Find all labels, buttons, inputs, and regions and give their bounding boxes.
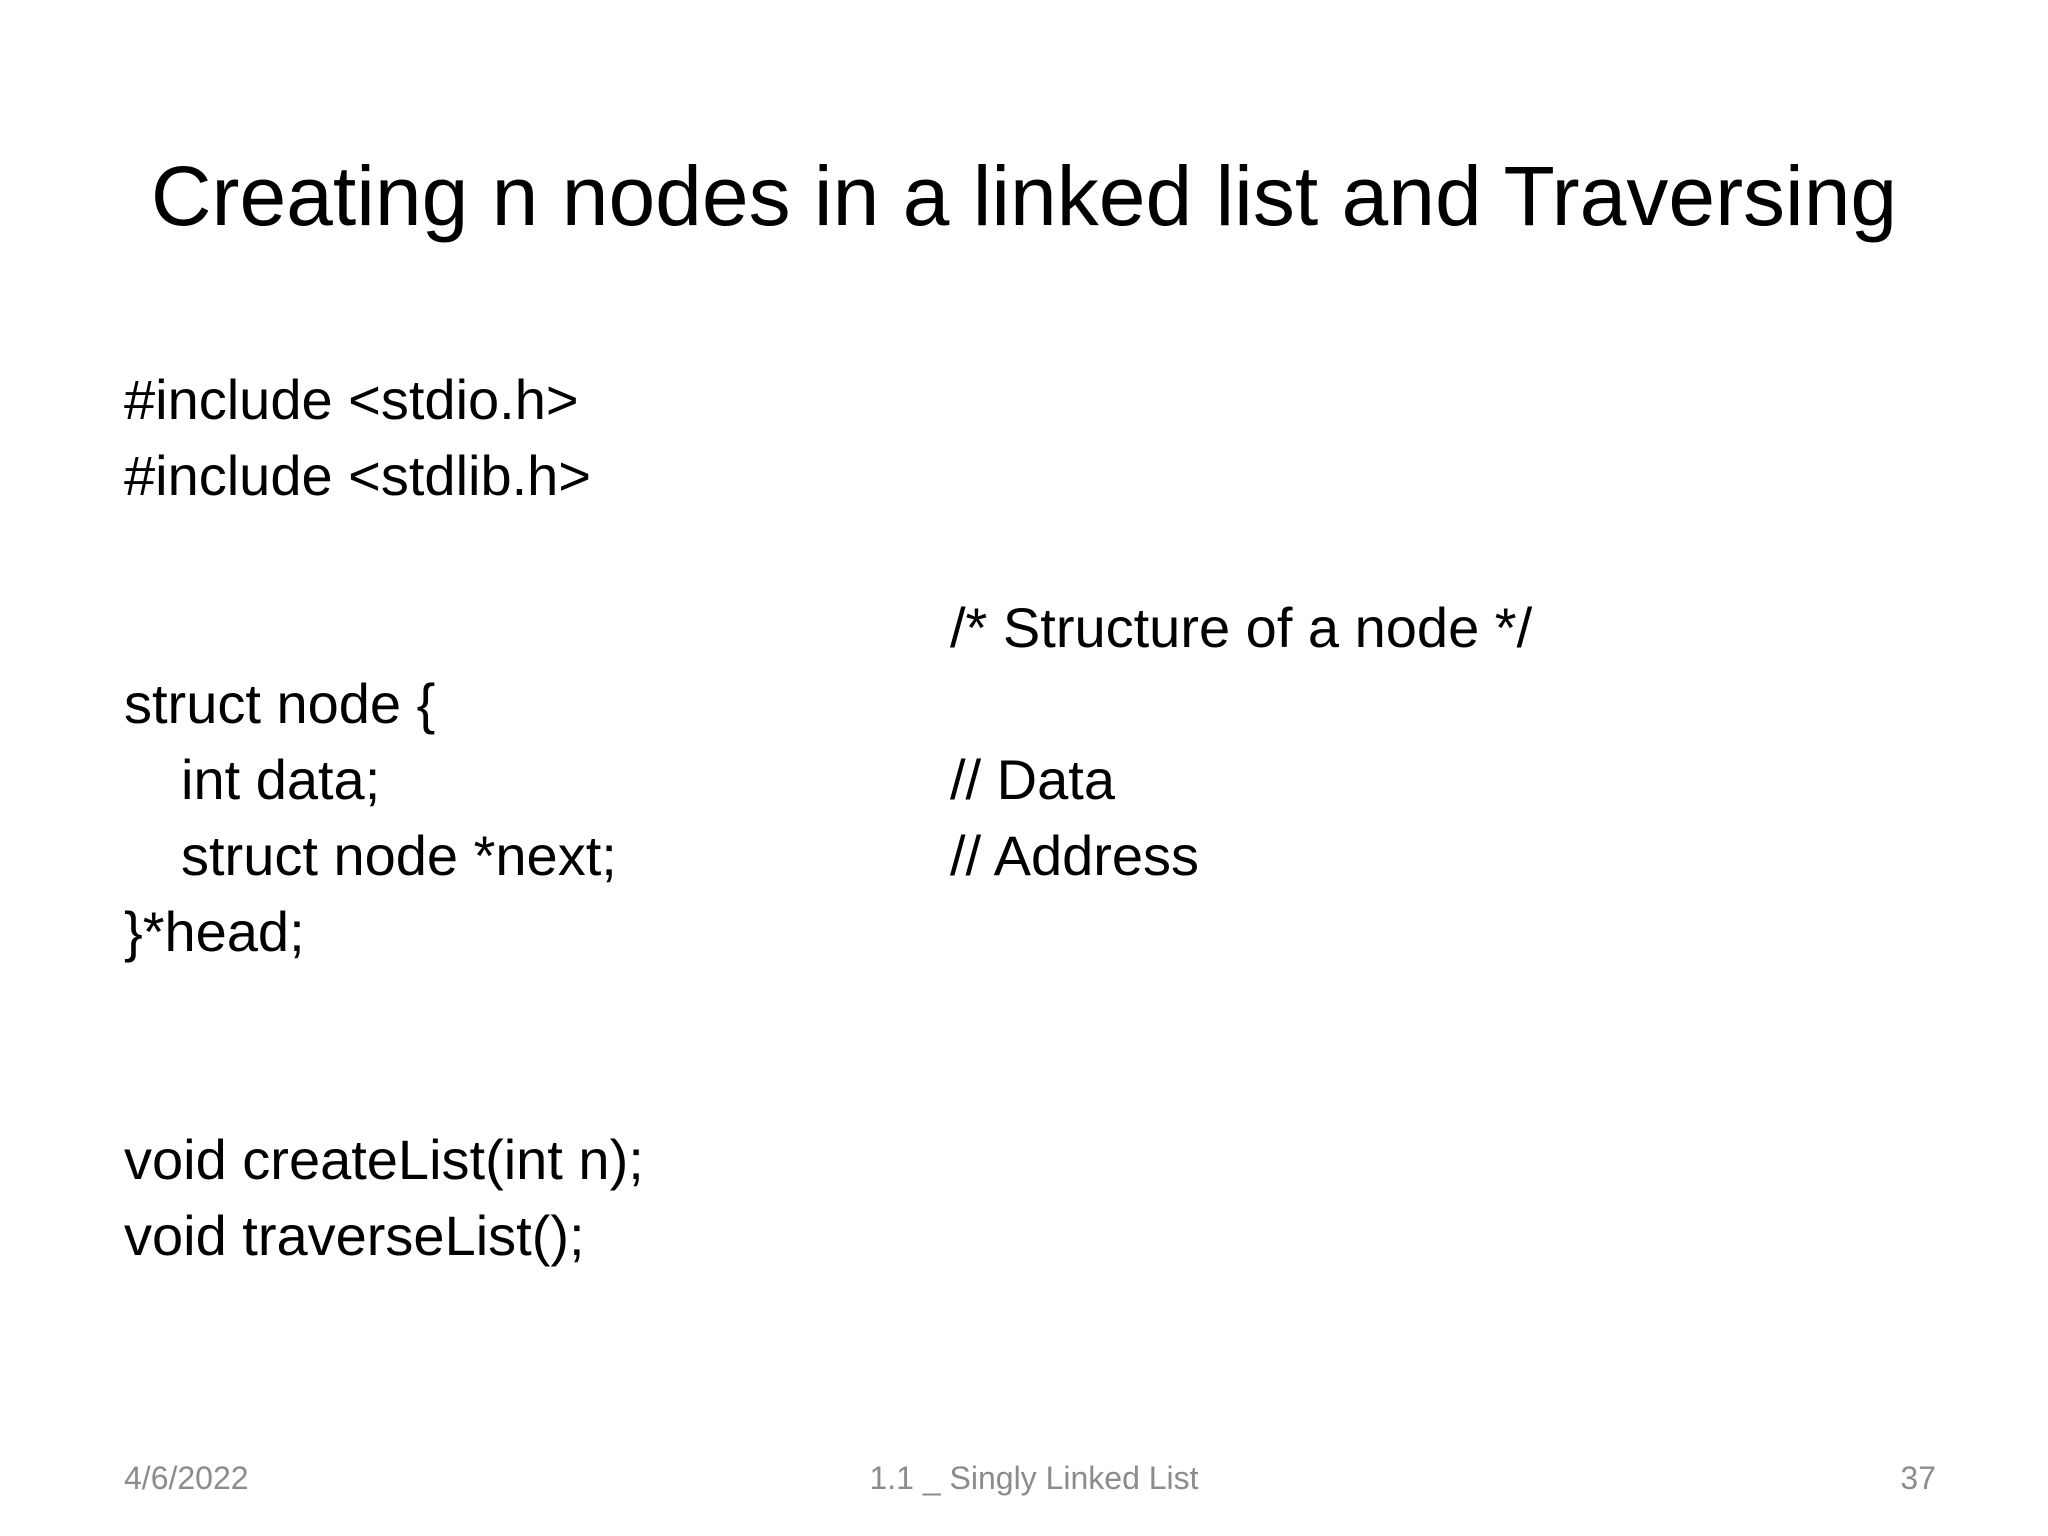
slide-title: Creating n nodes in a linked list and Traversing <box>150 149 1898 243</box>
footer-topic: 1.1 _ Singly Linked List <box>869 1460 1199 1496</box>
code-struct-open: struct node { <box>124 672 436 735</box>
code-decl-createlist: void createList(int n); <box>124 1128 644 1191</box>
code-field-data: int data; <box>181 748 381 811</box>
code-comment-structure: /* Structure of a node */ <box>950 596 1533 659</box>
code-decl-traverselist: void traverseList(); <box>124 1204 585 1267</box>
code-include-stdio: #include <stdio.h> <box>124 368 579 431</box>
code-comment-address: // Address <box>950 824 1200 887</box>
code-comment-data: // Data <box>950 748 1115 811</box>
code-field-next: struct node *next; <box>181 824 617 887</box>
code-struct-close: }*head; <box>124 900 305 963</box>
footer-date: 4/6/2022 <box>124 1460 249 1496</box>
code-include-stdlib: #include <stdlib.h> <box>124 444 592 507</box>
footer-page-number: 37 <box>1900 1460 1936 1496</box>
